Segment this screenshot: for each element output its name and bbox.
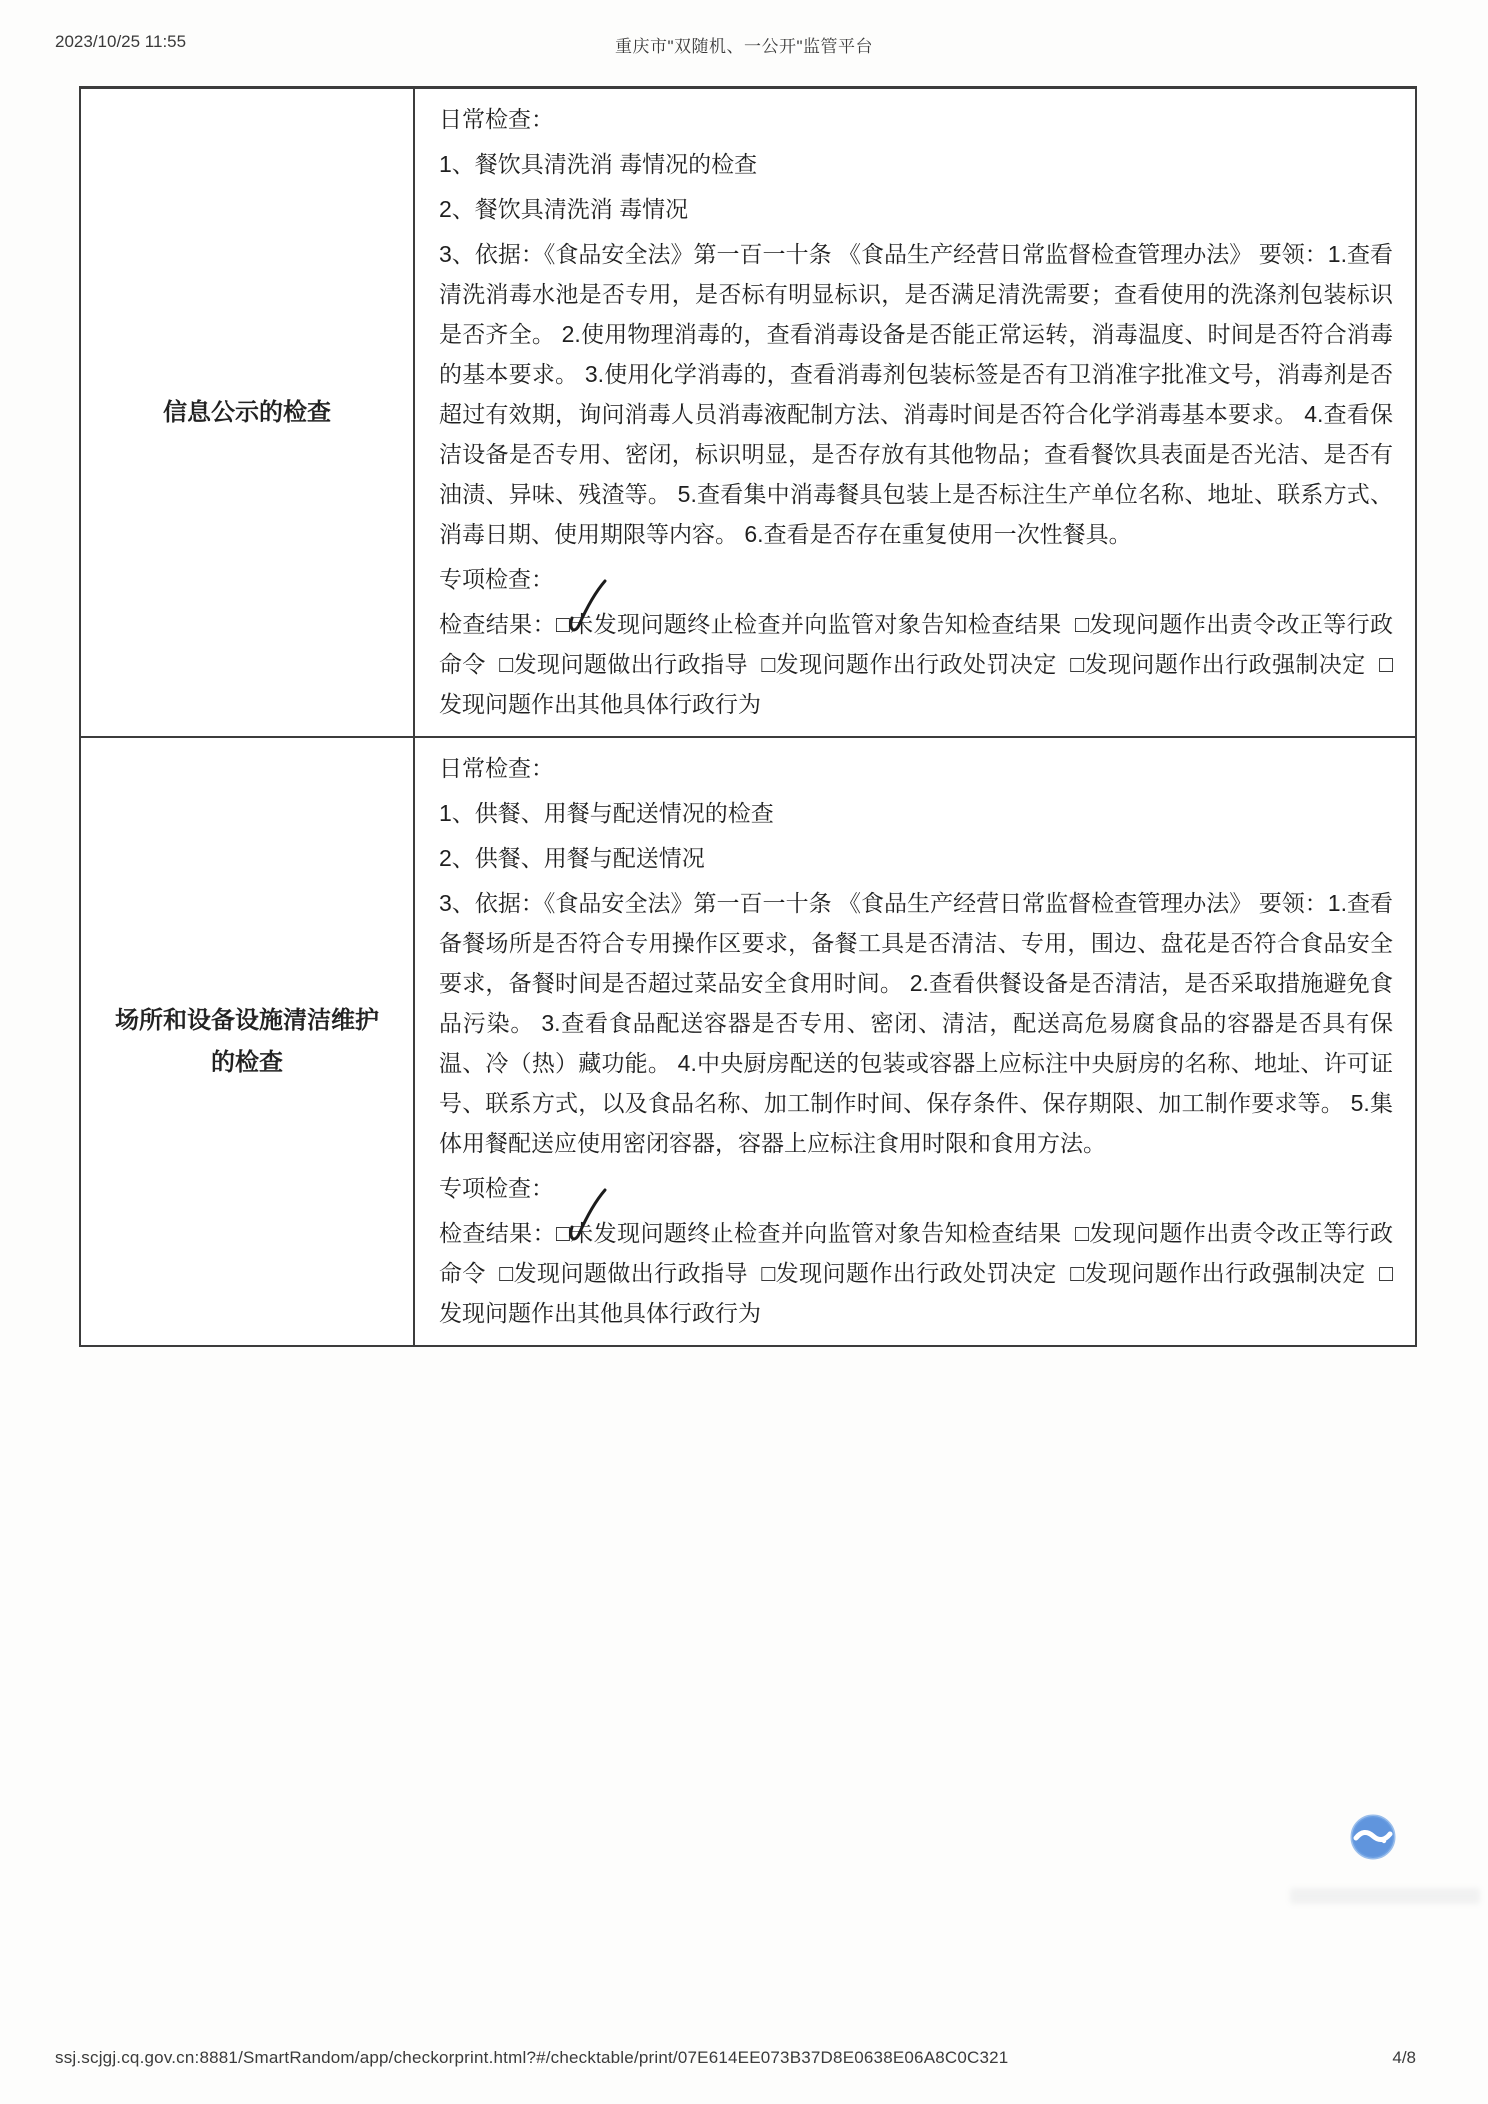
inspection-table: [79, 86, 1417, 1347]
checkbox-icon: □: [1074, 1220, 1090, 1246]
row-label: 信息公示的检查: [81, 89, 415, 736]
row-content: [415, 738, 1415, 1345]
print-datetime: 2023/10/25 11:55: [55, 32, 187, 51]
check-item-basis: 3、依据：《食品安全法》第一百一十条 《食品生产经营日常监督检查管理办法》 要领：1.查看清洗消毒水池是否专用，是否标有明显标识，是否满足清洗需要；查看使用的洗涤剂包装标识是否齐全。 2.使用物理消毒的，查看消毒设备是否能正常运转，消毒温度、时间是否符合消毒的基本要求。 3.使用化学消毒的，查看消毒剂包装标签是否有卫消准字批准文号，消毒剂是否超过有效期，询问消毒人员消毒液配制方法、消毒时间是否符合化学消毒基本要求。 4.查看保洁设备是否专用、密闭，标识明显，是否存放有其他物品；查看餐饮具表面是否光洁、是否有油渍、异味、残渣等。 5.查看集中消毒餐具包装上是否标注生产单位名称、地址、联系方式、消毒日期、使用期限等内容。 6.查看是否存在重复使用一次性餐具。: [439, 241, 1393, 547]
checkbox-icon: □: [760, 651, 776, 677]
page-number: 4/8: [1392, 2048, 1416, 2067]
check-item: 2、供餐、用餐与配送情况: [439, 845, 705, 871]
table-row-premises-equipment-cleaning: [81, 738, 1415, 1345]
checkbox-icon: □: [498, 651, 514, 677]
page-footer: [0, 2048, 1488, 2072]
row-content: [415, 89, 1415, 736]
result-option: □发现问题作出责令改正等行政命令: [439, 1220, 1394, 1286]
platform-logo-stamp-icon: [1348, 1812, 1398, 1862]
check-result-line: [439, 1213, 1393, 1333]
special-check-title: 专项检查：: [439, 566, 554, 592]
check-result-line: [439, 604, 1393, 724]
checkbox-icon: □: [498, 1260, 514, 1286]
result-option-checked: □ 未发现问题终止检查并向监管对象告知检查结果: [556, 1220, 1062, 1246]
checkbox-icon: □: [760, 1260, 776, 1286]
table-row-information-disclosure: [81, 89, 1415, 738]
result-option: □发现问题作出行政强制决定: [1069, 1260, 1366, 1286]
check-item: 2、餐饮具清洗消 毒情况: [439, 196, 689, 222]
result-option: □发现问题作出其他具体行政行为: [439, 1260, 1393, 1326]
page-header: [0, 32, 1488, 58]
checkbox-icon: □: [1069, 1260, 1085, 1286]
result-option-checked: □ 未发现问题终止检查并向监管对象告知检查结果: [556, 611, 1062, 637]
daily-check-title: 日常检查：: [439, 106, 554, 132]
checkbox-icon: □: [555, 611, 571, 637]
platform-title: 重庆市"双随机、一公开"监管平台: [614, 37, 874, 56]
result-option: □发现问题作出行政强制决定: [1069, 651, 1366, 677]
checkbox-icon: □: [555, 1220, 571, 1246]
source-url: ssj.scjgj.cq.gov.cn:8881/SmartRandom/app/checkorprint.html?#/checktable/print/07E614EE073B37D8E0638E06A8C0C321: [55, 2048, 1009, 2067]
row-label: 场所和设备设施清洁维护的检查: [81, 738, 415, 1345]
check-item: 1、供餐、用餐与配送情况的检查: [439, 800, 774, 826]
result-option: □发现问题作出行政处罚决定: [760, 1260, 1057, 1286]
result-option: □发现问题作出其他具体行政行为: [439, 651, 1393, 717]
result-option: □发现问题做出行政指导: [498, 1260, 748, 1286]
check-result-label: 检查结果：: [439, 611, 556, 637]
checkbox-icon: □: [1069, 651, 1085, 677]
check-result-label: 检查结果：: [439, 1220, 556, 1246]
checkbox-icon: □: [1378, 1260, 1393, 1286]
result-option: □发现问题作出责令改正等行政命令: [439, 611, 1394, 677]
checkbox-icon: □: [1074, 611, 1090, 637]
check-item: 1、餐饮具清洗消 毒情况的检查: [439, 151, 758, 177]
faint-print-artifact: [1290, 1888, 1480, 1904]
result-option: □发现问题做出行政指导: [498, 651, 748, 677]
daily-check-title: 日常检查：: [439, 755, 554, 781]
checkbox-icon: □: [1378, 651, 1393, 677]
result-option: □发现问题作出行政处罚决定: [760, 651, 1057, 677]
special-check-title: 专项检查：: [439, 1175, 554, 1201]
check-item-basis: 3、依据：《食品安全法》第一百一十条 《食品生产经营日常监督检查管理办法》 要领：1.查看备餐场所是否符合专用操作区要求，备餐工具是否清洁、专用，围边、盘花是否符合食品安全要求，备餐时间是否超过菜品安全食用时间。 2.查看供餐设备是否清洁，是否采取措施避免食品污染。 3.查看食品配送容器是否专用、密闭、清洁，配送高危易腐食品的容器是否具有保温、冷（热）藏功能。 4.中央厨房配送的包装或容器上应标注中央厨房的名称、地址、许可证号、联系方式，以及食品名称、加工制作时间、保存条件、保存期限、加工制作要求等。 5.集体用餐配送应使用密闭容器，容器上应标注食用时限和食用方法。: [439, 890, 1393, 1156]
